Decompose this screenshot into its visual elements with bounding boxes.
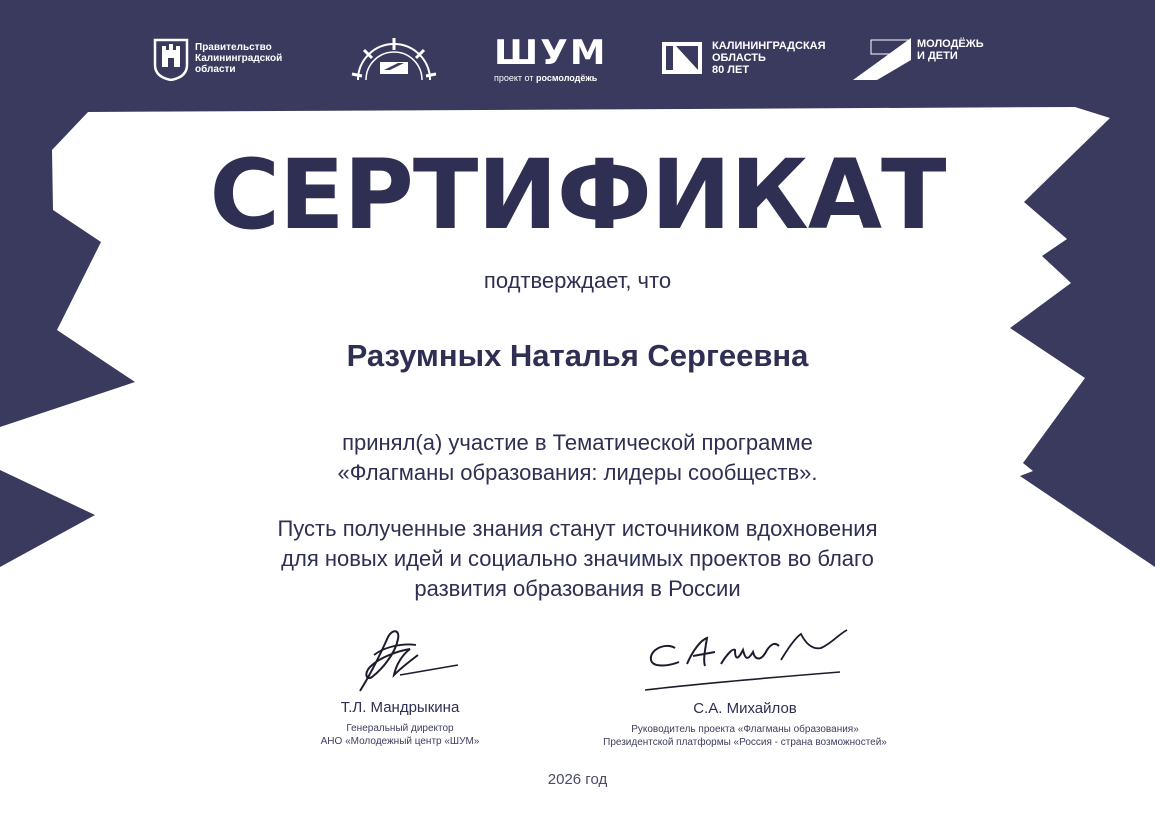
wish-text <box>0 514 1155 604</box>
participation-text <box>0 428 1155 488</box>
logo-kaliningrad-80 <box>662 40 826 76</box>
wish-line-3: развития образования в России <box>414 576 741 601</box>
signature-block-mandrykina <box>300 625 500 748</box>
coat-of-arms-icon <box>153 37 189 81</box>
certificate-title: СЕРТИФИКАТ <box>209 139 946 251</box>
logo-flagships-of-education <box>350 36 438 82</box>
certificate-year: 2026 год <box>547 771 608 788</box>
wish-line-2: для новых идей и социально значимых проектов во благо <box>281 546 874 571</box>
signer-2-role: Руководитель проекта «Флагманы образования» Президентской платформы «Россия - страна возможностей» <box>603 724 887 748</box>
logo-kaliningrad-government <box>153 36 282 81</box>
shum-subtitle-prefix: проект от <box>494 73 534 83</box>
signer-1-role: Генеральный директор АНО «Молодежный центр «ШУМ» <box>320 723 480 747</box>
signer-1-name: Т.Л. Мандрыкина <box>340 699 460 716</box>
shum-subtitle-brand: росмолодёжь <box>536 73 598 83</box>
ship-wheel-icon <box>350 36 438 82</box>
handwritten-signature-1 <box>340 625 460 695</box>
shum-logo-text: ШУМ <box>494 33 608 73</box>
logo-kaliningrad-80-text: КАЛИНИНГРАДСКАЯ ОБЛАСТЬ 80 ЛЕТ <box>712 40 826 76</box>
participation-line-2: «Флагманы образования: лидеры сообществ». <box>337 460 818 485</box>
participation-line-1: принял(а) участие в Тематической программе <box>342 430 813 455</box>
logo-youth-text: МОЛОДЁЖЬ И ДЕТИ <box>917 38 984 62</box>
signer-2-name: С.А. Михайлов <box>693 700 797 717</box>
national-project-icon <box>853 38 911 80</box>
recipient-name: Разумных Наталья Сергеевна <box>346 338 809 373</box>
confirms-text: подтверждает, что <box>483 268 672 293</box>
handwritten-signature-2 <box>635 620 855 696</box>
logo-youth-and-children <box>853 38 984 80</box>
signature-block-mikhailov <box>590 620 900 749</box>
shum-subtitle <box>494 73 602 83</box>
logo-shum <box>494 33 608 83</box>
kaliningrad-80-icon <box>662 42 702 74</box>
wish-line-1: Пусть полученные знания станут источником вдохновения <box>277 516 878 541</box>
logo-government-text: Правительство Калининградской области <box>195 42 283 75</box>
